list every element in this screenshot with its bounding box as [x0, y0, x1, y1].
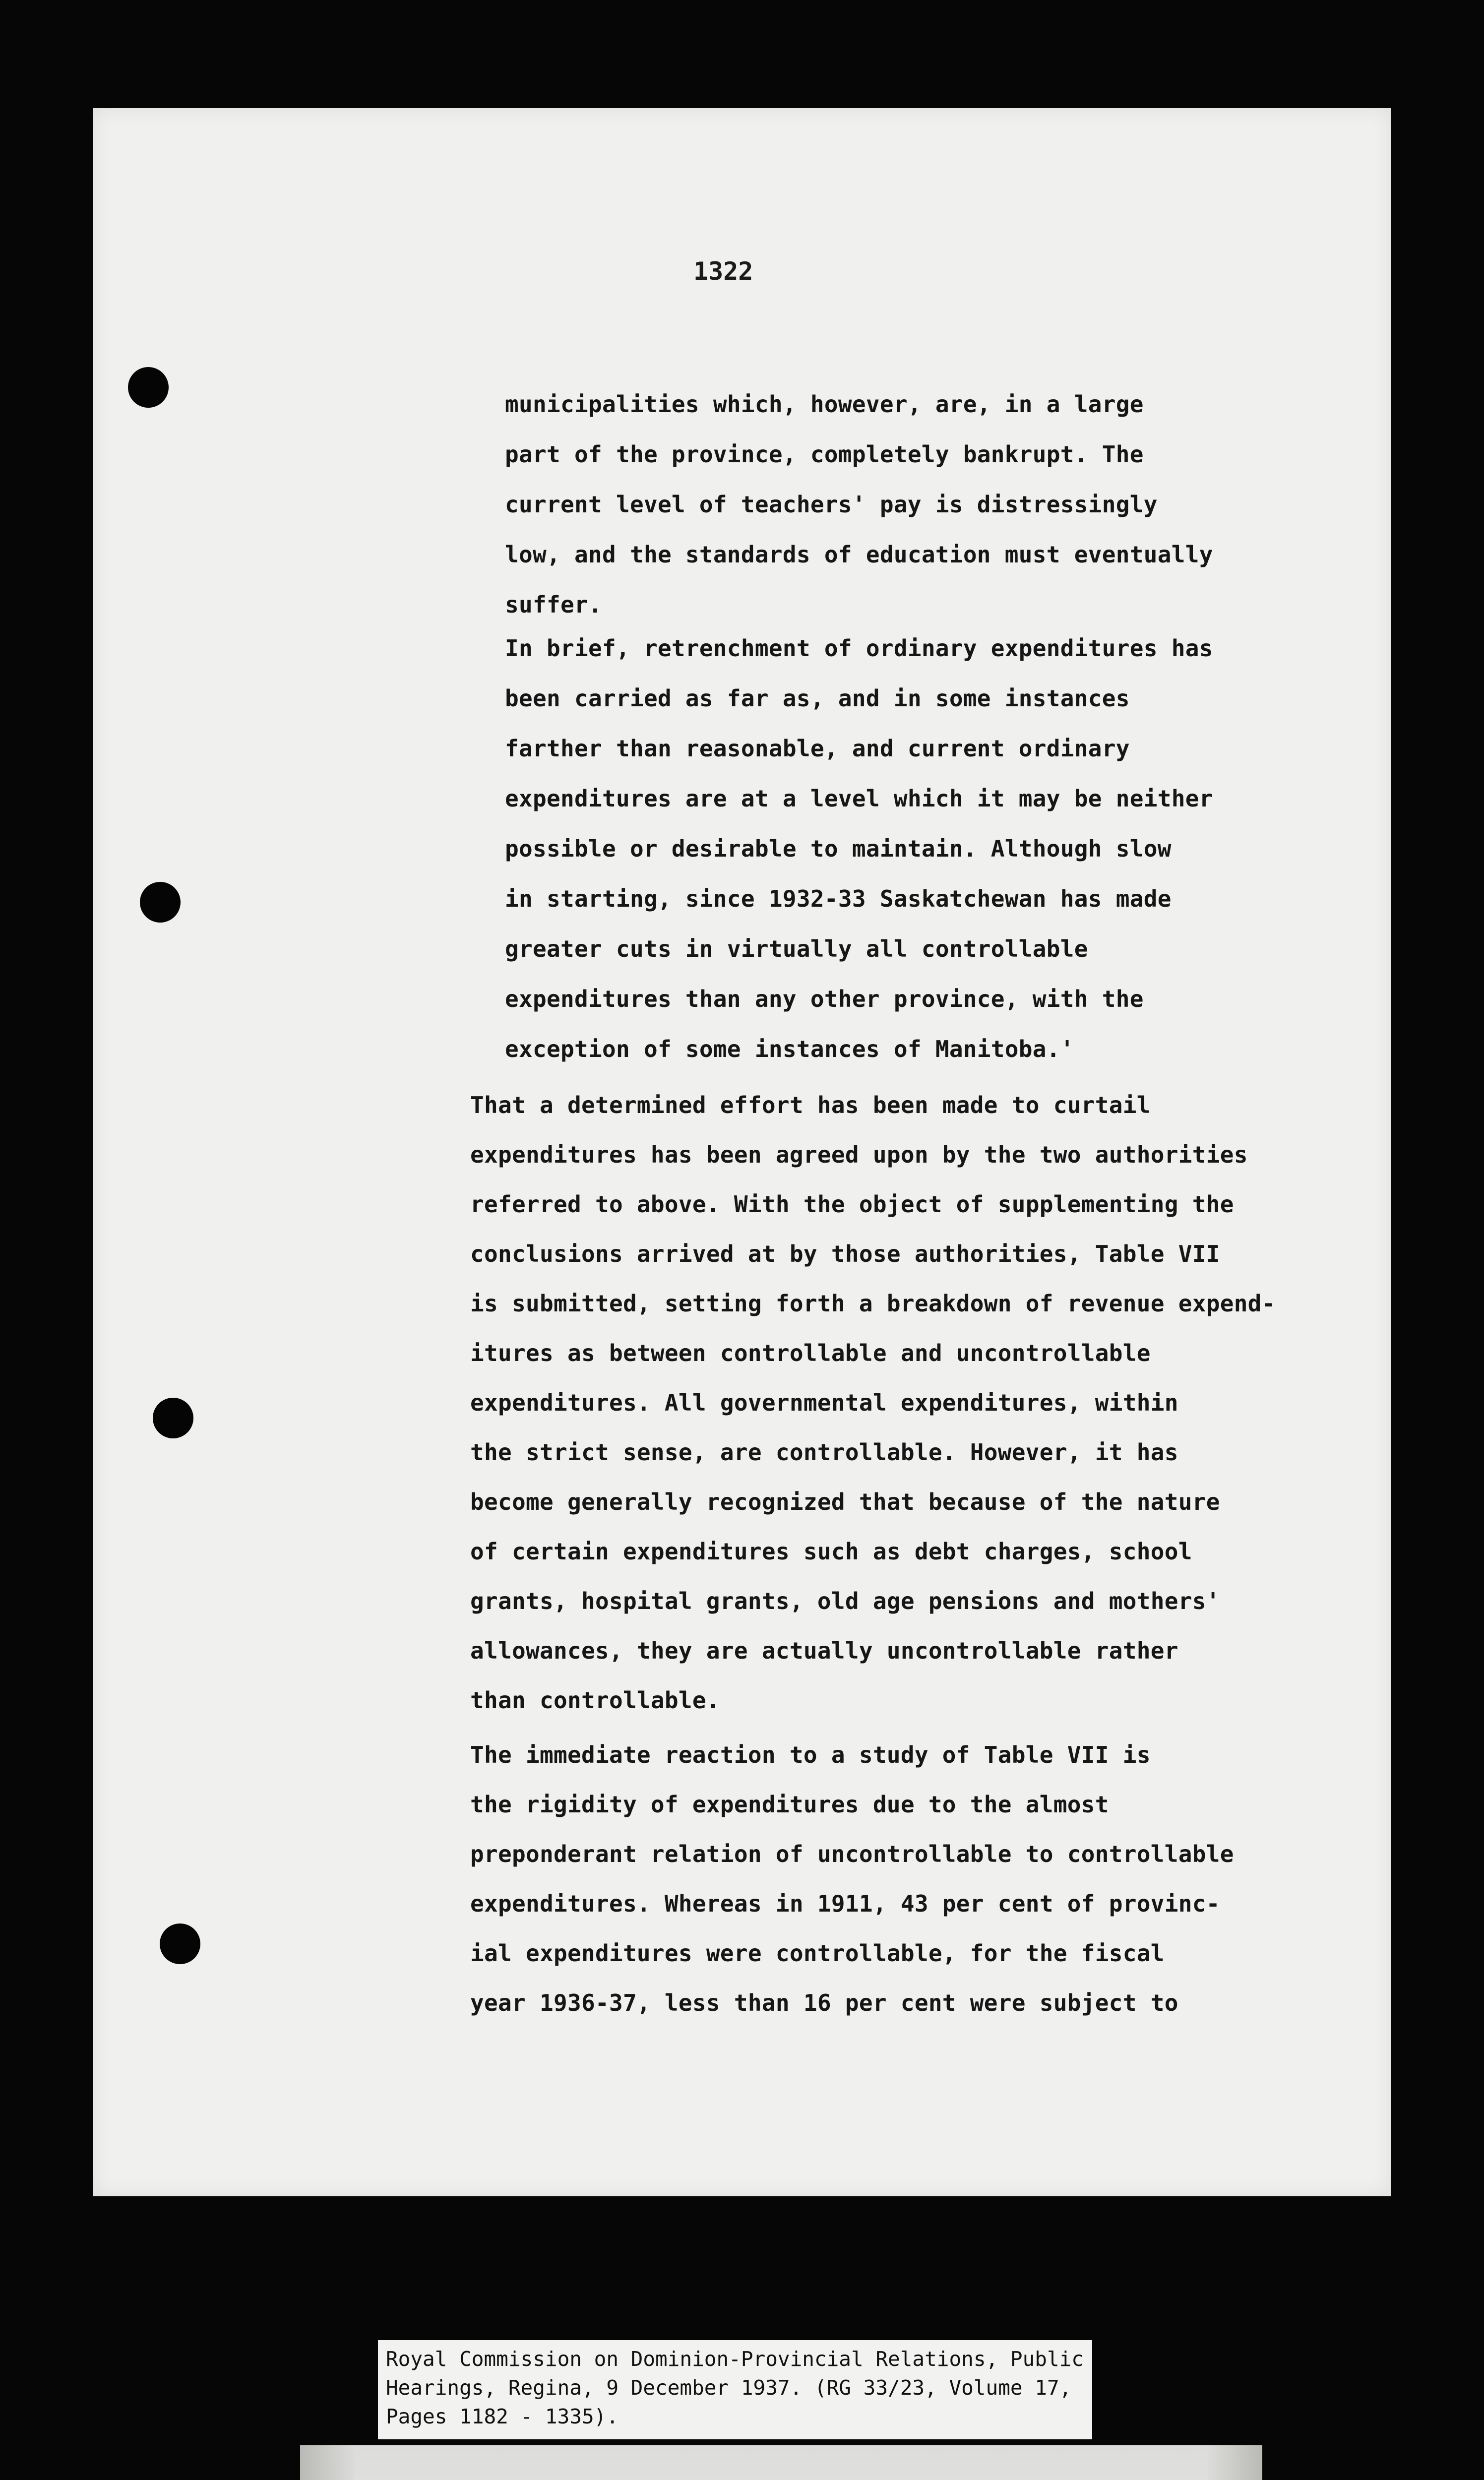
text-line: referred to above. With the object of supplementing the	[470, 1191, 1234, 1218]
punch-hole-1	[128, 367, 169, 408]
text-line: farther than reasonable, and current ordinary	[505, 735, 1130, 762]
archive-caption	[378, 2340, 1092, 2439]
text-line: been carried as far as, and in some instances	[505, 685, 1130, 712]
text-line: conclusions arrived at by those authorities, Table VII	[470, 1240, 1220, 1267]
text-line: expenditures has been agreed upon by the two authorities	[470, 1141, 1248, 1168]
text-line: year 1936-37, less than 16 per cent were subject to	[470, 1989, 1178, 2016]
text-line: itures as between controllable and uncontrollable	[470, 1340, 1151, 1366]
text-line: The immediate reaction to a study of Table VII is	[470, 1741, 1151, 1768]
text-line: In brief, retrenchment of ordinary expenditures has	[505, 635, 1213, 662]
text-line: suffer.	[505, 591, 602, 618]
text-line: grants, hospital grants, old age pensions and mothers'	[470, 1588, 1220, 1614]
caption-line: Hearings, Regina, 9 December 1937. (RG 33/23, Volume 17,	[386, 2376, 1072, 2400]
text-line: possible or desirable to maintain. Although slow	[505, 835, 1172, 862]
text-line: exception of some instances of Manitoba.'	[505, 1036, 1074, 1062]
text-line: expenditures are at a level which it may be neither	[505, 785, 1213, 812]
text-line: the strict sense, are controllable. However, it has	[470, 1439, 1178, 1466]
text-line: become generally recognized that because of the nature	[470, 1488, 1220, 1515]
stamp-edge-left	[300, 2445, 355, 2480]
document-page	[93, 108, 1391, 2196]
caption-line: Royal Commission on Dominion-Provincial Relations, Public	[386, 2347, 1084, 2371]
punch-hole-4	[160, 1923, 200, 1964]
text-line: That a determined effort has been made to curtail	[470, 1092, 1151, 1118]
text-line: expenditures. All governmental expenditures, within	[470, 1389, 1178, 1416]
text-line: part of the province, completely bankrupt. The	[505, 441, 1144, 468]
text-line: expenditures. Whereas in 1911, 43 per cent of provinc-	[470, 1890, 1220, 1917]
text-line: greater cuts in virtually all controllable	[505, 935, 1088, 962]
text-line: ial expenditures were controllable, for the fiscal	[470, 1940, 1165, 1967]
caption-line: Pages 1182 - 1335).	[386, 2405, 618, 2428]
text-line: the rigidity of expenditures due to the almost	[470, 1791, 1109, 1818]
archives-stamp	[300, 2445, 1262, 2480]
text-line: in starting, since 1932-33 Saskatchewan has made	[505, 885, 1172, 912]
page-number: 1322	[693, 257, 753, 286]
text-line: than controllable.	[470, 1687, 720, 1714]
text-line: current level of teachers' pay is distressingly	[505, 491, 1158, 518]
text-line: is submitted, setting forth a breakdown of revenue expend-	[470, 1290, 1276, 1317]
punch-hole-3	[153, 1398, 193, 1438]
text-line: allowances, they are actually uncontrollable rather	[470, 1637, 1178, 1664]
text-line: municipalities which, however, are, in a large	[505, 391, 1144, 418]
text-line: low, and the standards of education must eventually	[505, 541, 1213, 568]
text-line: preponderant relation of uncontrollable to controllable	[470, 1841, 1234, 1867]
text-line: of certain expenditures such as debt charges, school	[470, 1538, 1192, 1565]
stamp-edge-right	[1208, 2445, 1262, 2480]
punch-hole-2	[140, 882, 181, 923]
text-line: expenditures than any other province, with the	[505, 986, 1144, 1012]
